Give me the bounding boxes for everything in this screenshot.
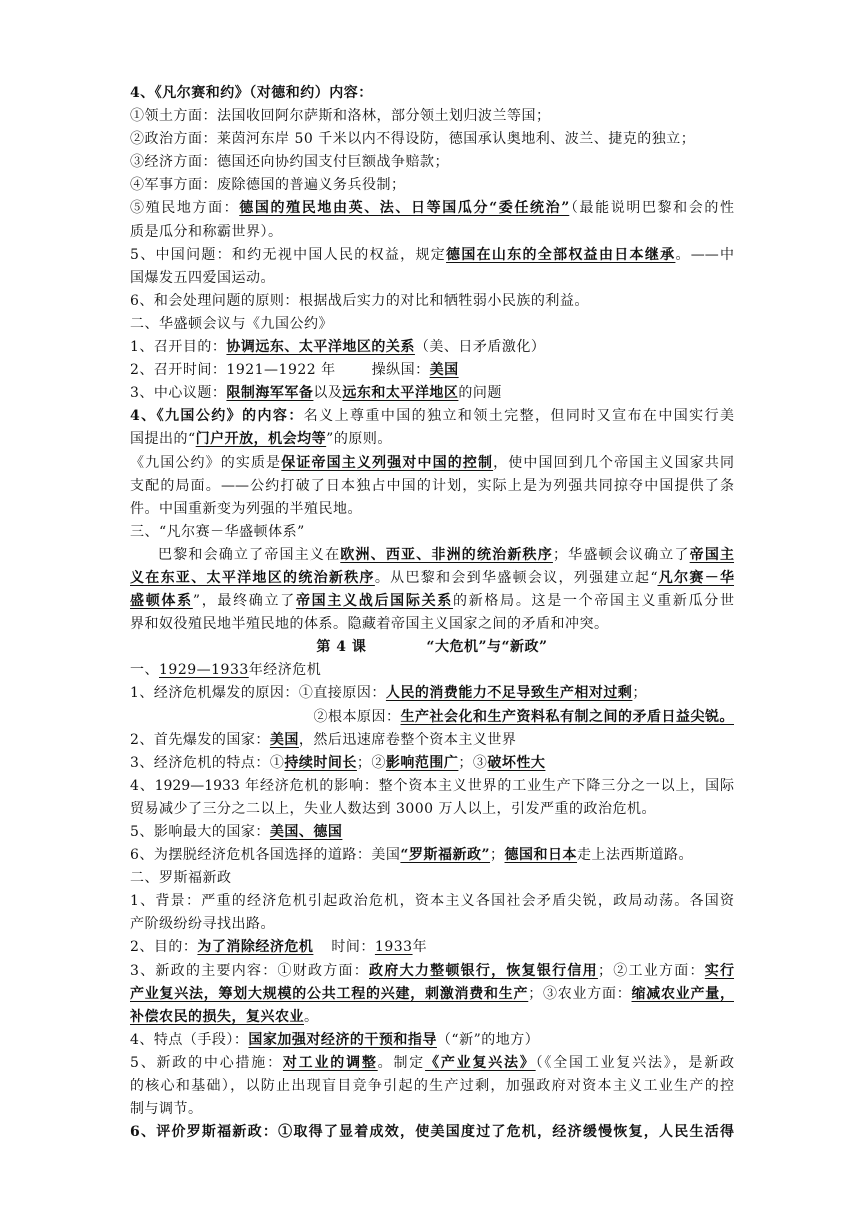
text-line-27: 1、经济危机爆发的原因：①直接原因：人民的消费能力不足导致生产相对过剩； [130, 685, 647, 702]
text-line-23: 盛顿体系”，最终确立了帝国主义战后国际关系的新格局。这是一个帝国主义重新瓜分世 [130, 593, 735, 610]
text-line-31: 4、1929—1933 年经济危机的影响：整个资本主义世界的工业生产下降三分之一以上，国际 [130, 777, 734, 794]
section-heading-new-deal: 二、罗斯福新政 [130, 870, 232, 887]
text-line-22: 义在东亚、太平洋地区的统治新秩序。从巴黎和会到华盛顿会议，列强建立起“凡尔赛－华 [130, 569, 735, 586]
text-line-2: ①领土方面：法国收回阿尔萨斯和洛林，部分领土划归波兰等国； [130, 108, 551, 125]
text-line-4: ③经济方面：德国还向协约国支付巨额战争赔款； [130, 154, 449, 171]
text-line-8: 5、中国问题：和约无视中国人民的权益，规定德国在山东的全部权益由日本继承。——中 [130, 246, 735, 263]
text-line-21: 巴黎和会确立了帝国主义在欧洲、西亚、非洲的统治新秩序；华盛顿会议确立了帝国主 [158, 546, 735, 563]
text-line-32: 贸易减少了三分之二以上，失业人数达到 3000 万人以上，引发严重的政治危机。 [130, 800, 657, 817]
text-line-28: ②根本原因：生产社会化和生产资料私有制之间的矛盾日益尖锐。 [313, 708, 734, 725]
text-line-17: 《九国公约》的实质是保证帝国主义列强对中国的控制，使中国回到几个帝国主义国家共同 [130, 454, 735, 471]
text-line-43: 5、新政的中心措施：对工业的调整。制定《产业复兴法》（《全国工业复兴法》，是新政 [130, 1054, 734, 1071]
text-line-40: 产业复兴法，筹划大规模的公共工程的兴建，刺激消费和生产；③农业方面：缩减农业产量， [130, 985, 734, 1002]
lesson-title: 第 4 课 “大危机”与“新政” [316, 639, 548, 656]
text-line-14: 3、中心议题：限制海军军备以及远东和太平洋地区的问题 [130, 385, 502, 402]
text-line-39: 3、新政的主要内容：①财政方面：政府大力整顿银行，恢复银行信用；②工业方面：实行 [130, 962, 735, 979]
text-line-45: 制与调节。 [130, 1101, 203, 1118]
text-line-46: 6、评价罗斯福新政：①取得了显着成效，使美国度过了危机，经济缓慢恢复，人民生活得 [130, 1124, 734, 1141]
text-line-38: 2、目的：为了消除经济危机 时间：1933年 [130, 939, 428, 956]
text-line-41: 补偿农民的损失，复兴农业。 [130, 1008, 319, 1025]
text-line-12: 1、召开目的：协调远东、太平洋地区的关系（美、日矛盾激化） [130, 339, 546, 356]
text-line-6: ⑤殖民地方面：德国的殖民地由英、法、日等国瓜分“委任统治”（最能说明巴黎和会的性 [130, 200, 735, 217]
text-line-37: 产阶级纷纷寻找出路。 [130, 916, 275, 933]
section-heading-crisis: 一、1929—1933年经济危机 [130, 662, 322, 679]
text-line-44: 的核心和基础），以防止出现盲目竞争引起的生产过剩，加强政府对资本主义工业生产的控 [130, 1078, 734, 1095]
text-line-34: 6、为摆脱经济危机各国选择的道路：美国“罗斯福新政”；德国和日本走上法西斯道路。 [130, 847, 694, 864]
text-line-16: 国提出的“门户开放，机会均等”的原则。 [130, 431, 392, 448]
text-line-9: 国爆发五四爱国运动。 [130, 269, 275, 286]
document-page [130, 82, 734, 1144]
text-line-1: 4、《凡尔赛和约》（对德和约）内容： [130, 85, 373, 101]
text-line-10: 6、和会处理问题的原则：根据战后实力的对比和牺牲弱小民族的利益。 [130, 292, 589, 309]
text-line-18: 支配的局面。——公约打破了日本独占中国的计划，实际上是为列强共同掠夺中国提供了条 [130, 477, 734, 494]
text-line-19: 件。中国重新变为列强的半殖民地。 [130, 500, 362, 517]
text-line-5: ④军事方面：废除德国的普遍义务兵役制； [130, 177, 406, 194]
text-line-36: 1、背景：严重的经济危机引起政治危机，资本主义各国社会矛盾尖锐，政局动荡。各国资 [130, 893, 734, 910]
text-line-3: ②政治方面：莱茵河东岸 50 千米以内不得设防，德国承认奥地利、波兰、捷克的独立； [130, 131, 696, 148]
text-line-24: 界和奴役殖民地半殖民地的体系。隐藏着帝国主义国家之间的矛盾和冲突。 [130, 616, 609, 633]
text-line-13: 2、召开时间：1921—1922 年 操纵国：美国 [130, 362, 459, 379]
text-line-7: 质是瓜分和称霸世界）。 [130, 223, 283, 240]
text-line-15: 4、《九国公约》的内容：名义上尊重中国的独立和领土完整，但同时又宣布在中国实行美 [130, 408, 734, 425]
text-line-33: 5、影响最大的国家：美国、德国 [130, 824, 343, 840]
section-heading-washington: 二、华盛顿会议与《九国公约》 [130, 315, 333, 332]
text-line-29: 2、首先爆发的国家：美国，然后迅速席卷整个资本主义世界 [130, 731, 517, 748]
text-line-30: 3、经济危机的特点：①持续时间长；②影响范围广；③破坏性大 [130, 754, 546, 771]
section-heading-versailles-washington: 三、“凡尔赛－华盛顿体系” [130, 523, 305, 540]
text-line-42: 4、特点（手段）：国家加强对经济的干预和指导（“新”的地方） [130, 1031, 540, 1048]
